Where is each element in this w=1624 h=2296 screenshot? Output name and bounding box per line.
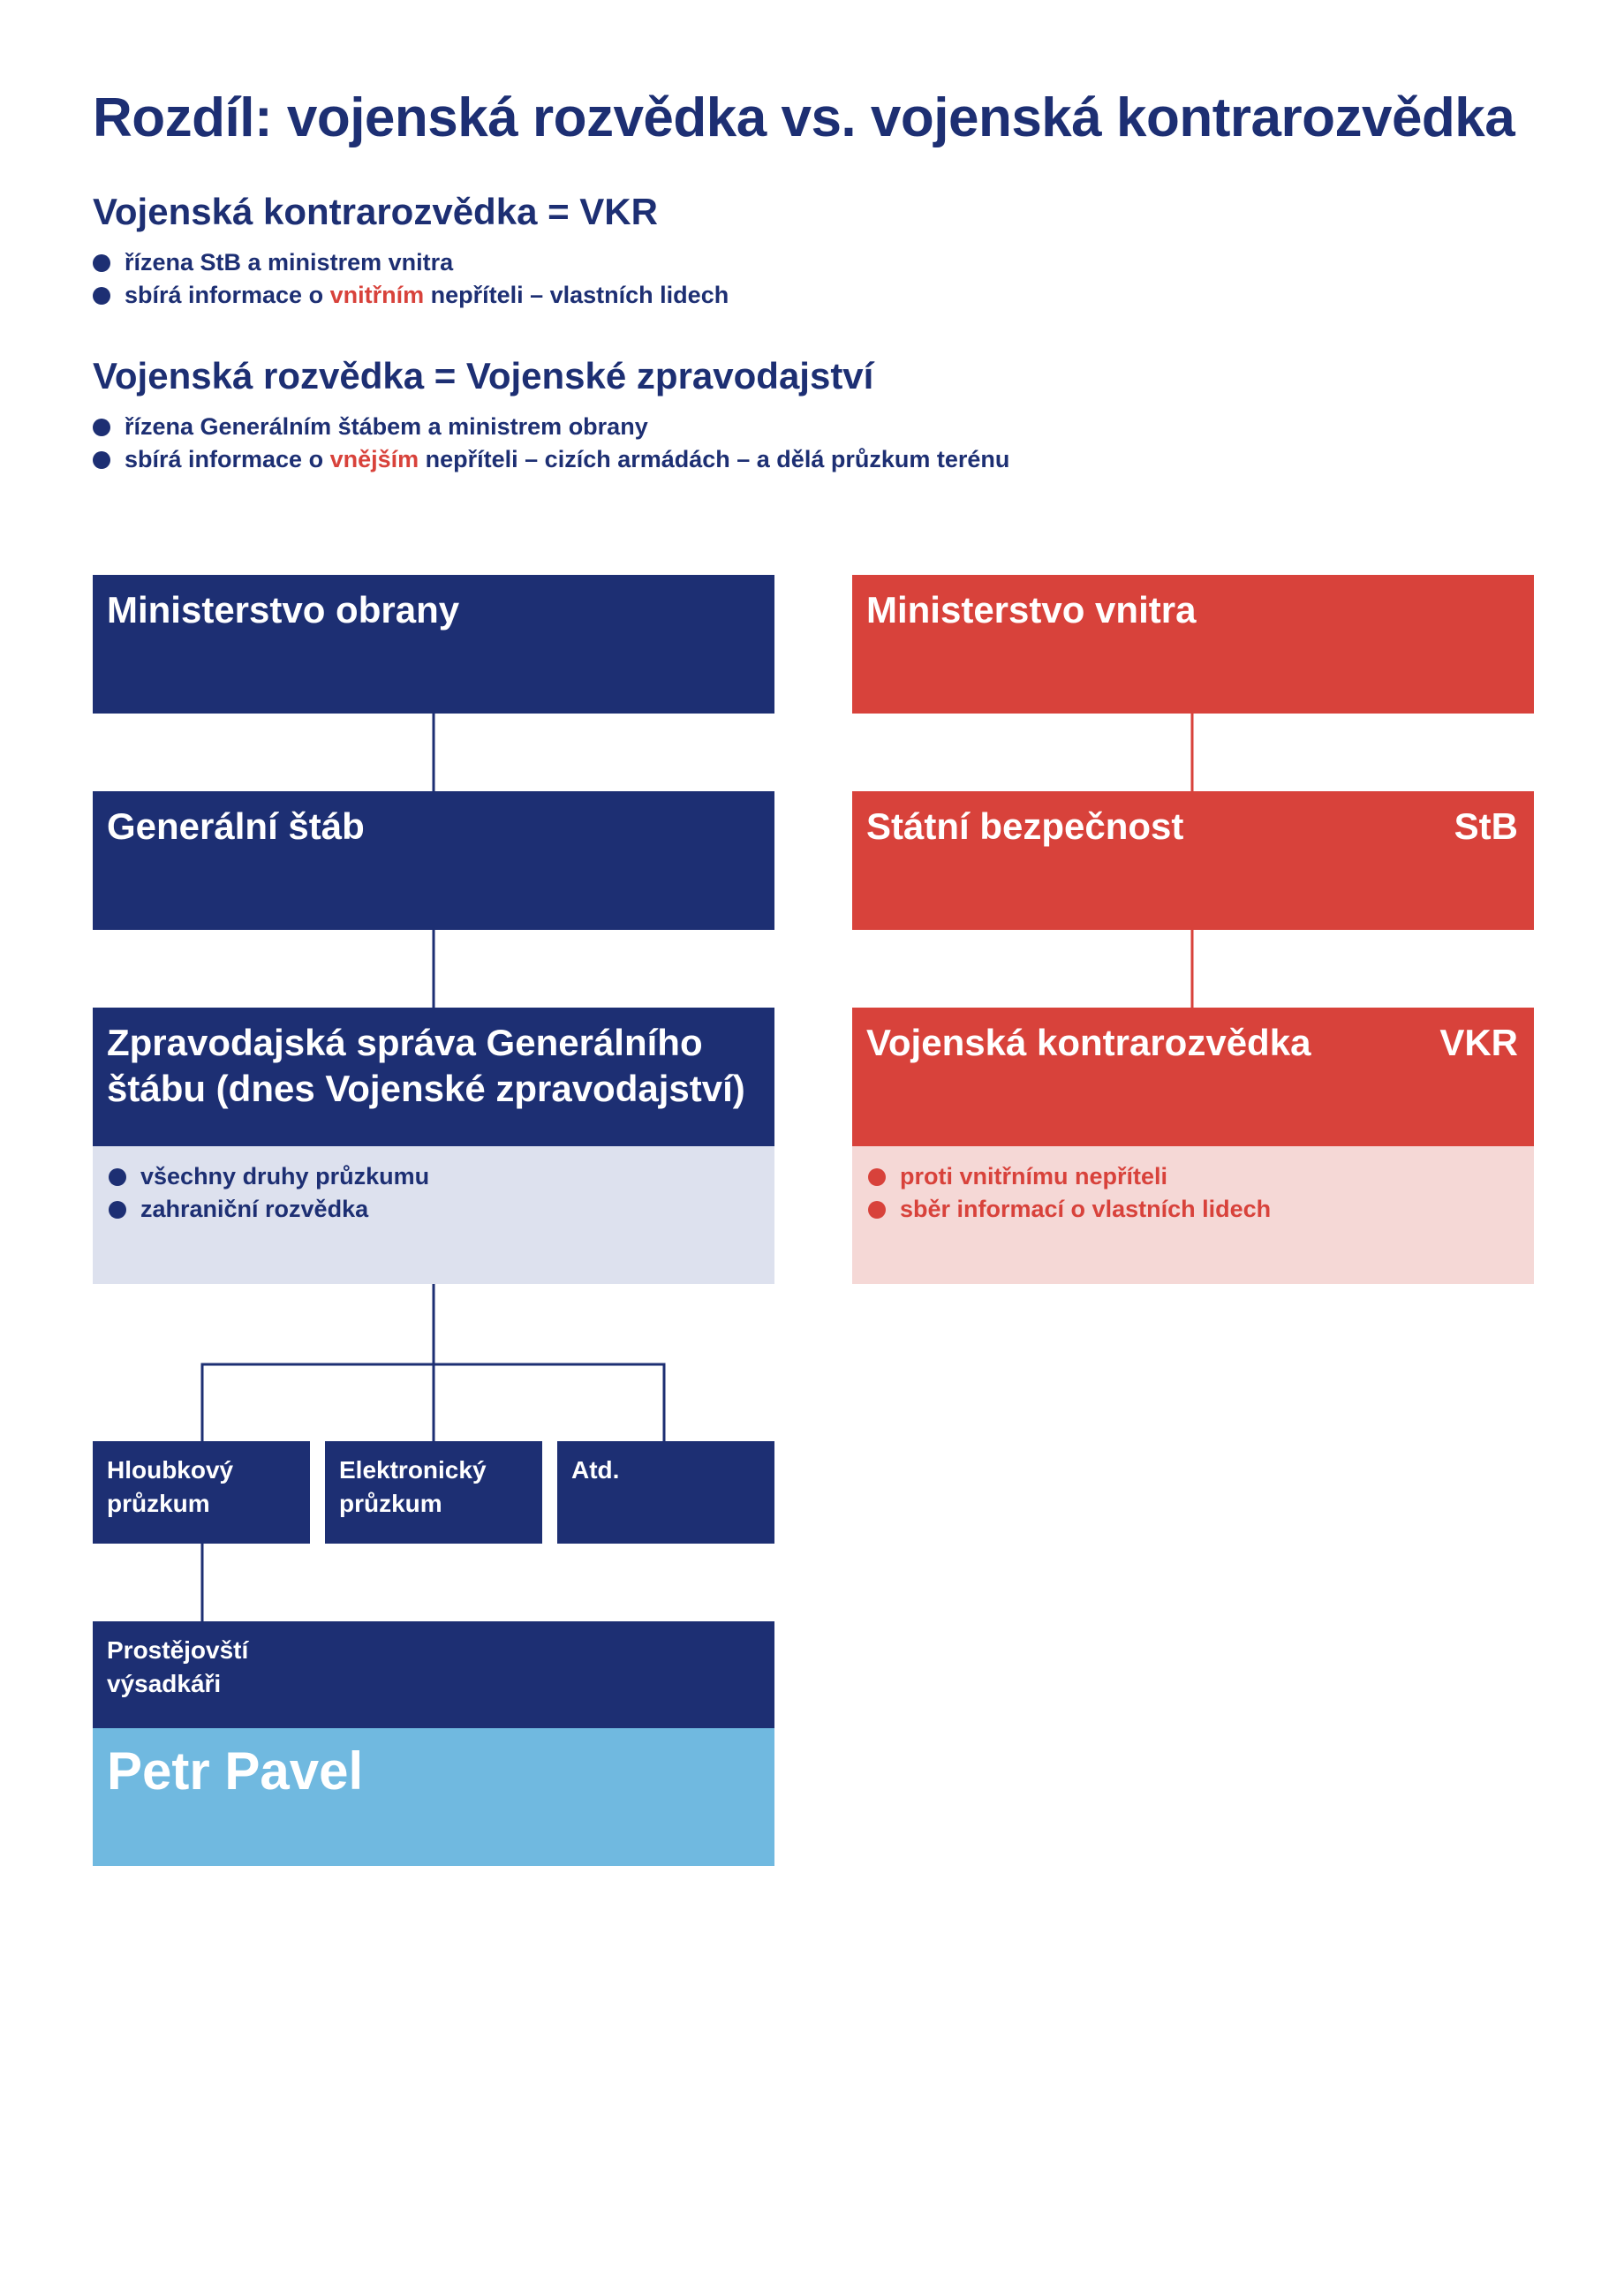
branch-etc-box: [557, 1441, 774, 1544]
vkr-highlight: vnitřním: [329, 282, 425, 308]
vz-highlight: vnějším: [329, 446, 419, 472]
branch-deep-recon-box: [93, 1441, 310, 1544]
counterintelligence-details: [852, 1146, 1534, 1284]
state-security-box: [852, 791, 1534, 930]
intelligence-directorate-details: [93, 1146, 774, 1284]
vkr-bullet-2-post: nepříteli – vlastních lidech: [424, 282, 729, 308]
state-security-label: Státní bezpečnost: [866, 805, 1184, 847]
vz-bullet-2-pre: sbírá informace o: [125, 446, 330, 472]
counter-item-1: proti vnitřnímu nepříteli: [868, 1160, 1518, 1193]
vkr-bullet-1: řízena StB a ministrem vnitra: [93, 246, 729, 279]
page-title: Rozdíl: vojenská rozvědka vs. vojenská kontrarozvědka: [93, 87, 1515, 148]
branch-electronic-recon-box: [325, 1441, 542, 1544]
intelligence-directorate-box: [93, 1008, 774, 1146]
intel-item-1: všechny druhy průzkumu: [109, 1160, 759, 1193]
person-box: [93, 1728, 774, 1866]
counterintelligence-box: [852, 1008, 1534, 1146]
counterintelligence-label: Vojenská kontrarozvědka: [866, 1022, 1311, 1063]
paratroopers-line-1: Prostějovští: [107, 1636, 249, 1664]
branch-electronic-recon-line-1: Elektronický: [339, 1456, 487, 1484]
branch-deep-recon-line-2: průzkum: [107, 1490, 210, 1517]
vz-bullet-2-post: nepříteli – cizích armádách – a dělá průzkum terénu: [419, 446, 1010, 472]
counterintelligence-abbr: VKR: [1439, 1022, 1518, 1063]
ministry-of-interior-label: Ministerstvo vnitra: [866, 589, 1197, 631]
intel-item-2: zahraniční rozvědka: [109, 1193, 759, 1226]
paratroopers-box: [93, 1621, 774, 1728]
vz-bullet-1: řízena Generálním štábem a ministrem obrany: [93, 411, 1009, 443]
branch-deep-recon-line-1: Hloubkový: [107, 1456, 234, 1484]
vkr-heading: Vojenská kontrarozvědka = VKR: [93, 191, 658, 232]
intelligence-directorate-line-2: štábu (dnes Vojenské zpravodajství): [107, 1068, 745, 1109]
paratroopers-line-2: výsadkáři: [107, 1670, 222, 1697]
general-staff-label: Generální štáb: [107, 805, 365, 847]
ministry-of-defence-label: Ministerstvo obrany: [107, 589, 460, 631]
intelligence-directorate-line-1: Zpravodajská správa Generálního: [107, 1022, 703, 1063]
counter-item-2: sběr informací o vlastních lidech: [868, 1193, 1518, 1226]
branch-etc-label: Atd.: [571, 1456, 620, 1484]
ministry-of-defence-box: [93, 575, 774, 714]
branch-electronic-recon-line-2: průzkum: [339, 1490, 442, 1517]
vz-heading: Vojenská rozvědka = Vojenské zpravodajství: [93, 355, 874, 397]
ministry-of-interior-box: [852, 575, 1534, 714]
vkr-bullet-2-pre: sbírá informace o: [125, 282, 330, 308]
general-staff-box: [93, 791, 774, 930]
person-name: Petr Pavel: [107, 1741, 364, 1801]
state-security-abbr: StB: [1454, 805, 1518, 847]
